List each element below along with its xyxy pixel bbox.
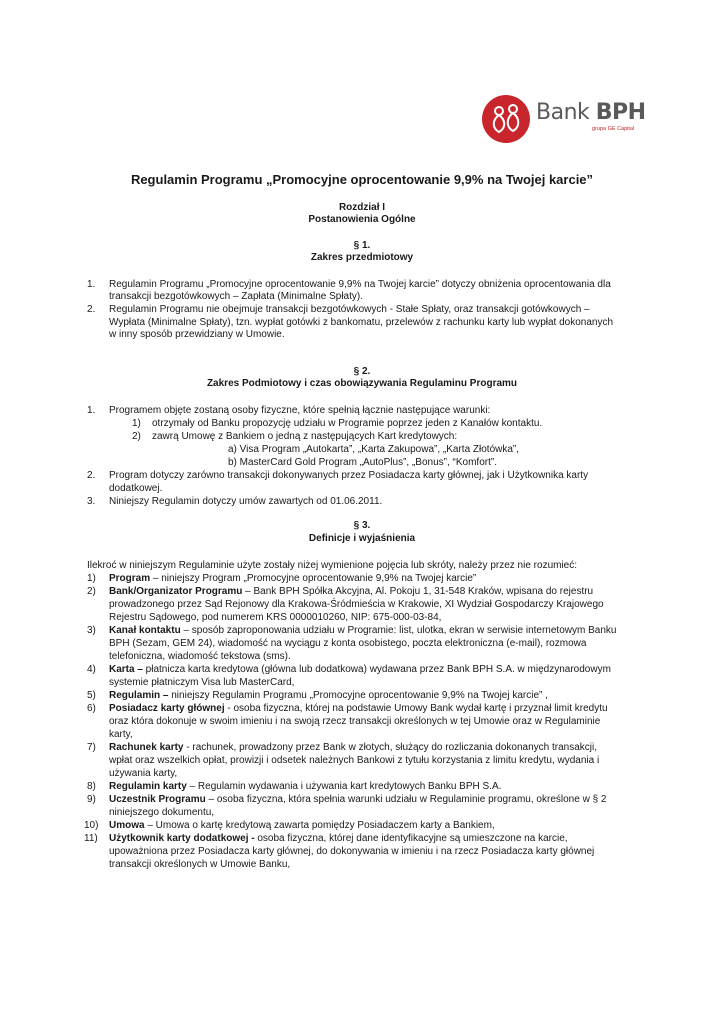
- def6-line3: karty,: [109, 729, 133, 740]
- s2-sub1-text: otrzymały od Banku propozycję udziału w Programie poprzez jeden z Kanałów kontaktu.: [152, 418, 543, 429]
- def11-term: Użytkownik karty dodatkowej -: [109, 833, 255, 844]
- logo-brand-name: Bank BPH: [536, 100, 646, 125]
- def6-term: Posiadacz karty głównej: [109, 703, 225, 714]
- def9-desc: – osoba fizyczna, która spełnia warunki udziału w Regulaminie programu, określone w § 2: [205, 794, 607, 805]
- def6-number: 6): [87, 703, 96, 714]
- s2-cards-a: a) Visa Program „Autokartа”, „Karta Zakupowa”, „Karta Złotówka”,: [228, 444, 520, 455]
- s2-sub2-number: 2): [132, 431, 141, 442]
- s2-sub1-number: 1): [132, 418, 141, 429]
- s2-sign: § 2.: [353, 366, 371, 377]
- def3-number: 3): [87, 625, 96, 636]
- def4-term: Karta –: [109, 664, 143, 675]
- def9-number: 9): [87, 794, 96, 805]
- def10-desc: – Umowa o kartę kredytową zawarta pomiędzy Posiadaczem karty a Bankiem,: [144, 820, 495, 831]
- def3-term: Kanał kontaktu: [109, 625, 181, 636]
- def5-line1: [109, 690, 548, 703]
- def1-term: Program: [109, 573, 151, 584]
- def7-desc: - rachunek, prowadzony przez Bank w złotych, służący do rozliczania dokonanych transakcji,: [183, 742, 598, 753]
- s2-item2-line1: Program dotyczy zarówno transakcji dokonywanych przez Posiadacza karty głównej, jak i Użytkownika karty: [109, 470, 589, 481]
- s3-sign: § 3.: [353, 520, 371, 531]
- chapter-name: Postanowienia Ogólne: [308, 214, 416, 225]
- def2-line2: prowadzonego przez Sąd Rejonowy dla Krakowa-Śródmieścia w Krakowie, XI Wydział Gospodarczy Krajowego: [109, 599, 604, 610]
- def10-term: Umowa: [109, 820, 145, 831]
- def5-number: 5): [87, 690, 96, 701]
- def7-line2: wpłat oraz wszelkich opłat, prowizji i odsetek należnych Bankowi z tytułu korzystania z limitu kredytu, wydania i: [109, 755, 600, 766]
- s1-item2-line3: w inny sposób przewidziany w Umowie.: [109, 329, 285, 340]
- bank-bph-logo: [480, 94, 646, 146]
- def5-desc: niniejszy Regulamin Programu „Promocyjne oprocentowanie 9,9% na Twojej karcie” ,: [168, 690, 548, 701]
- def9-line1: [109, 794, 606, 807]
- def2-desc: – Bank BPH Spółka Akcyjna, Al. Pokoju 1, 31-548 Kraków, wpisana do rejestru: [242, 586, 594, 597]
- def7-line1: [109, 742, 597, 755]
- def4-desc: płatnicza karta kredytowa (główna lub dodatkowa) wydawana przez Bank BPH S.A. w międzynarodowym: [142, 664, 611, 675]
- s1-item1-line2: transakcji bezgotówkowych – Zapłata (Minimalne Spłaty).: [109, 291, 363, 302]
- def9-term: Uczestnik Programu: [109, 794, 206, 805]
- def2-term: Bank/Organizator Programu: [109, 586, 243, 597]
- def4-number: 4): [87, 664, 96, 675]
- def3-line3: telefoniczna, wiadomość tekstowa (sms).: [109, 651, 291, 662]
- bph-emblem-icon: [480, 94, 534, 144]
- def2-line3: Rejestru Sądowego, pod numerem KRS 0000010260, NIP: 675-000-03-84,: [109, 612, 442, 623]
- def11-line1: [109, 833, 568, 846]
- s1-item2-number: 2.: [87, 304, 96, 315]
- def9-line2: niniejszego dokumentu,: [109, 807, 215, 818]
- chapter-label: Rozdział I: [338, 202, 386, 213]
- s1-heading: Zakres przedmiotowy: [310, 252, 414, 263]
- def3-line1: [109, 625, 616, 638]
- s1-item2-line2: Wypłata (Minimalne Spłaty), tzn. wypłat gotówki z bankomatu, przelewów z rachunku karty lub wypłat dokonanych: [109, 317, 614, 328]
- def11-desc: osoba fizyczna, której dane identyfikacyjne są umieszczone na karcie,: [254, 833, 568, 844]
- s1-item2-line1: Regulamin Programu nie obejmuje transakcji bezgotówkowych - Stałe Spłaty, oraz transakcji gotówkowych –: [109, 304, 590, 315]
- s2-heading: Zakres Podmiotowy i czas obowiązywania Regulaminu Programu: [206, 378, 518, 389]
- s2-sub2-text: zawrą Umowę z Bankiem o jedną z następujących Kart kredytowych:: [152, 431, 458, 442]
- s2-item1-text: Programem objęte zostaną osoby fizyczne, które spełnią łącznie następujące warunki:: [109, 405, 491, 416]
- def6-line1: [109, 703, 608, 716]
- def1-desc: – niniejszy Program „Promocyjne oprocentowanie 9,9% na Twojej karcie”: [150, 573, 477, 584]
- s1-item1-number: 1.: [87, 279, 96, 290]
- def11-line3: transakcji określonych w Umowie Banku,: [109, 859, 291, 870]
- def8-line1: [109, 781, 501, 794]
- def1-line1: [109, 573, 476, 586]
- def5-term: Regulamin –: [109, 690, 169, 701]
- def7-line3: używania karty,: [109, 768, 178, 779]
- s2-cards-b: b) MasterCard Gold Program „AutoPlus”, „Bonus”, “Komfort”.: [228, 457, 497, 468]
- def10-line1: [109, 820, 495, 833]
- s1-item1-line1: Regulamin Programu „Promocyjne oprocentowanie 9,9% na Twojej karcie” dotyczy obniżenia oprocentowania dla: [109, 279, 611, 290]
- logo-tagline: grupa GE Capital: [592, 126, 635, 132]
- def2-number: 2): [87, 586, 96, 597]
- def3-line2: BPH (Sezam, GEM 24), wiadomość na wyciągu z konta osobistego, poczta elektroniczna (e-mail), rozmowa: [109, 638, 587, 649]
- def11-number: 11): [84, 833, 98, 844]
- s1-sign: § 1.: [353, 240, 371, 251]
- def7-number: 7): [87, 742, 96, 753]
- s3-heading: Definicje i wyjaśnienia: [308, 533, 416, 544]
- def8-term: Regulamin karty: [109, 781, 187, 792]
- def8-number: 8): [87, 781, 96, 792]
- document-title: Regulamin Programu „Promocyjne oprocentowanie 9,9% na Twojej karcie”: [130, 172, 594, 187]
- s2-item1-number: 1.: [87, 405, 96, 416]
- def2-line1: [109, 586, 593, 599]
- s2-item2-number: 2.: [87, 470, 96, 481]
- def4-line1: [109, 664, 611, 677]
- def11-line2: upoważniona przez Posiadacza karty głównej, do dokonywania w imieniu i na rzecz Posiadacza karty głównej: [109, 846, 595, 857]
- def7-term: Rachunek karty: [109, 742, 184, 753]
- def4-line2: systemie płatniczym Visa lub MasterCard,: [109, 677, 295, 688]
- s2-item2-line2: dodatkowej.: [109, 483, 163, 494]
- def6-desc: - osoba fizyczna, której na podstawie Umowy Bank wydał kartę i przyznał limit kredytu: [224, 703, 608, 714]
- s3-intro: Ilekroć w niniejszym Regulaminie użyte zostały niżej wymienione pojęcia lub skróty, należy przez nie rozumieć:: [87, 560, 578, 571]
- def3-desc: – sposób zaproponowania udziału w Programie: list, ulotka, ekran w serwisie internetowym Banku: [180, 625, 617, 636]
- def6-line2: oraz która dokonuje w swoim imieniu i na swoją rzecz transakcji określonych w tej Umowie oraz w Regulaminie: [109, 716, 601, 727]
- def10-number: 10): [84, 820, 99, 831]
- s2-item3-text: Niniejszy Regulamin dotyczy umów zawartych od 01.06.2011.: [109, 496, 383, 507]
- def8-desc: – Regulamin wydawania i używania kart kredytowych Banku BPH S.A.: [186, 781, 502, 792]
- s2-item3-number: 3.: [87, 496, 96, 507]
- def1-number: 1): [87, 573, 96, 584]
